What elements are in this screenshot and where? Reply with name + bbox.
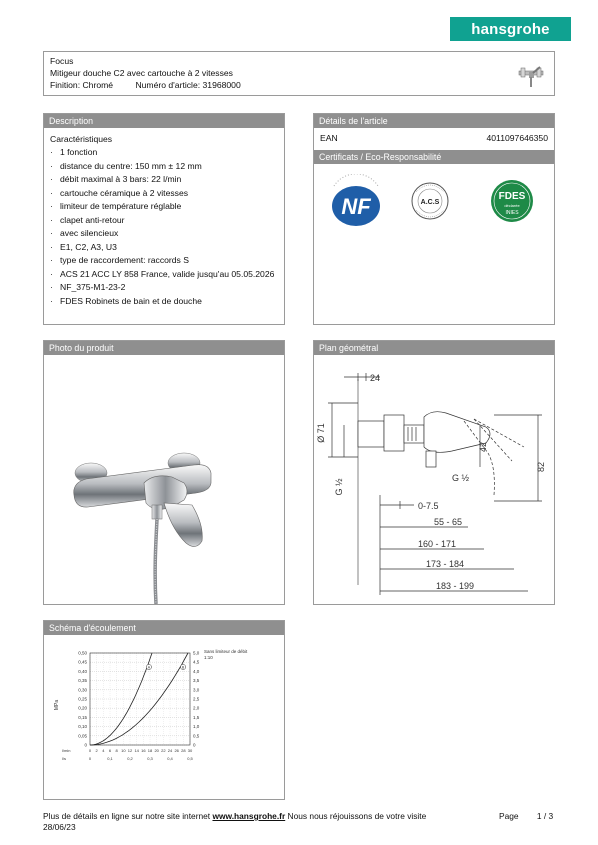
flow-x2-tick: 0,4 (167, 756, 173, 761)
flow-y-tick-left: 0,20 (78, 705, 87, 711)
flow-x-tick: 26 (174, 748, 179, 753)
dim-160-171: 160 - 171 (418, 539, 457, 549)
certificates-header: Certificats / Eco-Responsabilité (314, 150, 554, 164)
flow-x-tick: 4 (102, 748, 105, 753)
footer-line (43, 811, 426, 821)
acs-logo-icon (410, 174, 450, 232)
flow-y-tick-right: 4,5 (193, 659, 200, 665)
flow-x-tick: 16 (141, 748, 146, 753)
characteristic-item (50, 295, 284, 309)
flow-y-tick-right: 0 (193, 742, 196, 748)
flow-x2-label: l/s (62, 756, 66, 761)
flow-y-tick-left: 0,15 (78, 714, 87, 720)
flow-y-label: MPa (54, 699, 60, 711)
technical-drawing-header: Plan géométral (314, 341, 554, 355)
flow-x-tick: 30 (187, 748, 193, 753)
bullet-marker: · (50, 241, 53, 252)
flow-x-tick: 8 (115, 748, 118, 753)
bullet-marker: · (50, 228, 53, 238)
bullet-marker: · (50, 201, 53, 211)
flow-y-tick-left: 0,30 (78, 687, 87, 693)
characteristic-item (50, 160, 284, 174)
flow-x-tick: 6 (108, 748, 112, 753)
flow-diagram-header: Schéma d'écoulement (44, 621, 284, 635)
bullet-marker: · (50, 147, 53, 157)
certificates-area (314, 164, 554, 234)
characteristic-text: clapet anti-retour (60, 214, 125, 225)
product-photo-header: Photo du produit (44, 341, 284, 355)
characteristic-item (50, 200, 284, 214)
characteristic-text: type de raccordement: raccords S (60, 255, 189, 265)
characteristic-text: débit maximal à 3 bars: 22 l/min (60, 174, 182, 184)
dim-g-left: G ½ (334, 478, 344, 496)
characteristic-text: 1 fonction (60, 147, 98, 157)
flow-x2-tick: 0 (88, 756, 92, 761)
nf-logo-text: NF (341, 194, 371, 219)
characteristic-item (50, 187, 284, 201)
dim-173-184: 173 - 184 (426, 559, 465, 569)
characteristic-item (50, 227, 284, 241)
bullet-marker: · (50, 160, 53, 171)
product-thumbnail-icon (518, 64, 544, 88)
bullet-marker: · (50, 282, 53, 292)
characteristics-list (50, 146, 284, 308)
characteristic-item (50, 268, 284, 282)
characteristic-item (50, 173, 284, 187)
flow-y-tick-left: 0,05 (78, 733, 87, 739)
flow-x-tick: 22 (161, 748, 166, 753)
characteristic-text: ACS 21 ACC LY 858 France, valide jusqu'au 05.05.2026 (60, 268, 275, 279)
fdes-sub-text: INIES (505, 210, 519, 216)
flow-diagram (44, 635, 284, 799)
website-link[interactable]: www.hansgrohe.fr (212, 811, 286, 821)
flow-y-tick-left: 0,25 (78, 696, 87, 702)
flow-x-tick: 12 (127, 748, 133, 753)
product-header (43, 51, 555, 96)
flow-y-tick-left: 0,40 (78, 668, 87, 674)
series-name: Focus (50, 56, 74, 66)
nf-logo-icon (326, 174, 386, 232)
flow-x-tick: 2 (95, 748, 98, 753)
ean-label: EAN (320, 133, 338, 143)
footer-date: 28/06/23 (43, 822, 76, 832)
product-photo-image (44, 355, 284, 604)
dim-g-bottom: G ½ (452, 473, 470, 483)
product-photo-panel (43, 340, 285, 605)
finish-label: Finition: Chromé (50, 80, 114, 90)
flow-curve-label: A (147, 665, 151, 670)
bullet-marker: · (50, 255, 53, 265)
bullet-marker: · (50, 187, 53, 198)
characteristics-title: Caractéristiques (50, 134, 113, 144)
characteristic-item (50, 214, 284, 228)
dim-diameter: Ø 71 (316, 423, 326, 443)
bullet-marker: · (50, 214, 53, 225)
finish-and-article (50, 80, 241, 90)
flow-y-tick-right: 1,5 (193, 714, 200, 720)
flow-x-tick: 10 (121, 748, 126, 753)
hansgrohe-logo: hansgrohe (450, 17, 571, 41)
footer-text-before: Plus de détails en ligne sur notre site internet (43, 811, 211, 821)
flow-x-tick: 14 (134, 748, 139, 753)
characteristic-text: distance du centre: 150 mm ± 12 mm (60, 160, 202, 171)
flow-y-tick-right: 4,0 (193, 668, 200, 674)
flow-x-label: l/min (62, 748, 71, 753)
characteristic-text: avec silencieux (60, 228, 119, 238)
flow-x2-tick: 0,5 (187, 756, 193, 761)
dim-183-199: 183 - 199 (436, 581, 475, 591)
flow-y-tick-left: 0,45 (78, 659, 87, 665)
characteristic-text: NF_375-M1-23-2 (60, 282, 126, 292)
product-title: Mitigeur douche C2 avec cartouche à 2 vitesses (50, 68, 233, 78)
fdes-small-text: déclarée (504, 203, 520, 208)
flow-y-tick-left: 0,50 (78, 650, 87, 656)
flow-curve-label: B (181, 665, 185, 670)
dim-42: 42 (478, 441, 488, 453)
flow-y-tick-right: 2,5 (193, 696, 200, 702)
flow-diagram-panel (43, 620, 285, 800)
flow-x-tick: 20 (154, 748, 159, 753)
flow-y-tick-left: 0,10 (78, 724, 87, 730)
page-number: 1 / 3 (536, 811, 554, 821)
flow-x2-tick: 0,2 (127, 756, 133, 761)
flow-x-tick: 0 (88, 748, 92, 753)
flow-x-tick: 24 (167, 748, 173, 753)
bullet-marker: · (50, 174, 53, 184)
flow-legend-line1: Sans limiteur de débit (204, 649, 248, 654)
characteristic-text: cartouche céramique à 2 vitesses (60, 187, 189, 198)
technical-drawing (314, 355, 554, 604)
flow-y-tick-left: 0,35 (78, 678, 87, 684)
flow-legend-line2: 1:10 (204, 655, 213, 660)
flow-y-tick-right: 5,0 (193, 650, 200, 656)
footer-text-after: Nous nous réjouissons de votre visite (287, 811, 427, 821)
dim-82: 82 (536, 461, 546, 473)
page-indicator (499, 811, 553, 821)
flow-y-tick-right: 0,5 (193, 733, 200, 739)
flow-y-tick-right: 1,0 (193, 724, 200, 730)
acs-logo-text: A.C.S (420, 199, 440, 206)
ean-row (314, 128, 554, 150)
description-header: Description (44, 114, 284, 128)
characteristic-item (50, 146, 284, 160)
dim-0-7-5: 0-7.5 (418, 501, 439, 511)
technical-drawing-panel (313, 340, 555, 605)
flow-y-tick-left: 0 (84, 742, 87, 748)
flow-x-tick: 18 (147, 748, 153, 753)
flow-x2-tick: 0,1 (107, 756, 113, 761)
flow-y-tick-right: 3,0 (193, 687, 200, 693)
flow-y-tick-right: 2,0 (193, 705, 200, 711)
characteristic-text: E1, C2, A3, U3 (60, 241, 117, 252)
article-number: Numéro d'article: 31968000 (135, 80, 241, 90)
flow-x-tick: 28 (181, 748, 186, 753)
fdes-logo-text: FDES (498, 191, 526, 202)
characteristic-text: limiteur de température réglable (60, 201, 182, 211)
article-details-panel (313, 113, 555, 325)
page-label: Page (499, 811, 519, 821)
flow-x2-tick: 0,3 (147, 756, 153, 761)
characteristic-item (50, 254, 284, 268)
description-panel (43, 113, 285, 325)
characteristic-item (50, 281, 284, 295)
fdes-logo-icon (485, 174, 539, 232)
characteristic-item (50, 241, 284, 255)
flow-y-tick-right: 3,5 (193, 678, 200, 684)
dim-55-65: 55 - 65 (434, 517, 463, 527)
dim-24: 24 (370, 373, 381, 383)
bullet-marker: · (50, 268, 53, 279)
ean-value: 4011097646350 (486, 133, 548, 143)
article-details-header: Détails de l'article (314, 114, 554, 128)
characteristic-text: FDES Robinets de bain et de douche (60, 295, 202, 306)
bullet-marker: · (50, 295, 53, 306)
